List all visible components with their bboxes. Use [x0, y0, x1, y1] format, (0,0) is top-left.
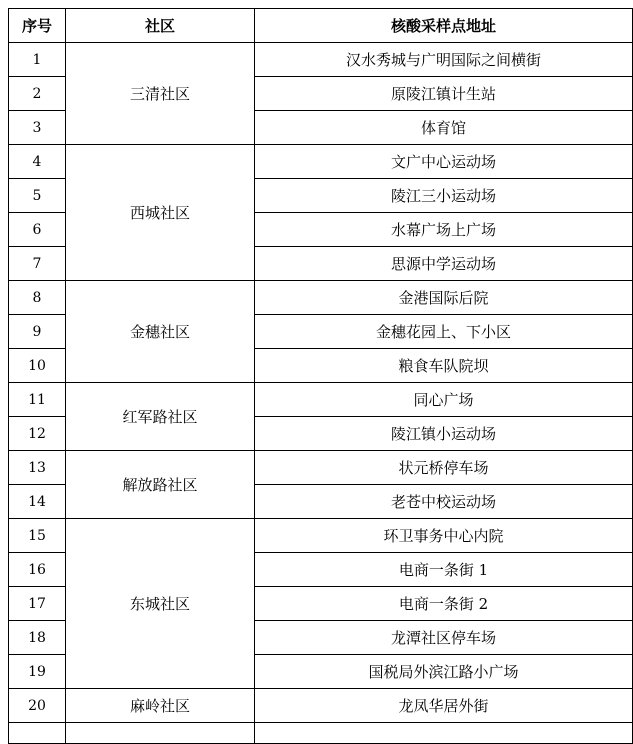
header-address: 核酸采样点地址	[255, 9, 633, 43]
address-cell: 体育馆	[255, 111, 633, 145]
row-index: 7	[9, 247, 66, 281]
row-index: 15	[9, 519, 66, 553]
address-cell: 龙潭社区停车场	[255, 621, 633, 655]
community-cell: 三清社区	[66, 43, 255, 145]
address-cell: 环卫事务中心内院	[255, 519, 633, 553]
address-cell: 状元桥停车场	[255, 451, 633, 485]
community-cell: 麻岭社区	[66, 689, 255, 723]
row-index: 10	[9, 349, 66, 383]
row-index: 11	[9, 383, 66, 417]
community-cell: 红军路社区	[66, 383, 255, 451]
address-cell: 金港国际后院	[255, 281, 633, 315]
header-community: 社区	[66, 9, 255, 43]
row-index: 19	[9, 655, 66, 689]
address-cell: 思源中学运动场	[255, 247, 633, 281]
address-cell: 国税局外滨江路小广场	[255, 655, 633, 689]
community-cell: 金穗社区	[66, 281, 255, 383]
row-index: 4	[9, 145, 66, 179]
sampling-sites-table	[8, 8, 633, 744]
row-index: 13	[9, 451, 66, 485]
sampling-sites-sheet	[8, 8, 633, 744]
address-cell: 电商一条街 2	[255, 587, 633, 621]
empty-cell	[9, 723, 66, 744]
table-row	[9, 43, 633, 77]
table-row	[9, 383, 633, 417]
community-cell: 东城社区	[66, 519, 255, 689]
header-row	[9, 9, 633, 43]
empty-cell	[66, 723, 255, 744]
row-index: 9	[9, 315, 66, 349]
row-index: 8	[9, 281, 66, 315]
community-cell: 西城社区	[66, 145, 255, 281]
address-cell: 文广中心运动场	[255, 145, 633, 179]
header-index: 序号	[9, 9, 66, 43]
address-cell: 水幕广场上广场	[255, 213, 633, 247]
row-index: 3	[9, 111, 66, 145]
table-row	[9, 281, 633, 315]
row-index: 20	[9, 689, 66, 723]
row-index: 2	[9, 77, 66, 111]
address-cell: 龙凤华居外街	[255, 689, 633, 723]
address-cell: 金穗花园上、下小区	[255, 315, 633, 349]
table-row	[9, 451, 633, 485]
table-row	[9, 689, 633, 723]
address-cell: 粮食车队院坝	[255, 349, 633, 383]
address-cell: 同心广场	[255, 383, 633, 417]
address-cell: 陵江三小运动场	[255, 179, 633, 213]
row-index: 5	[9, 179, 66, 213]
row-index: 17	[9, 587, 66, 621]
address-cell: 陵江镇小运动场	[255, 417, 633, 451]
row-index: 1	[9, 43, 66, 77]
row-index: 12	[9, 417, 66, 451]
row-index: 18	[9, 621, 66, 655]
address-cell: 原陵江镇计生站	[255, 77, 633, 111]
address-cell: 汉水秀城与广明国际之间横街	[255, 43, 633, 77]
address-cell: 老苍中校运动场	[255, 485, 633, 519]
table-row	[9, 145, 633, 179]
table-row	[9, 519, 633, 553]
row-index: 6	[9, 213, 66, 247]
address-cell: 电商一条街 1	[255, 553, 633, 587]
row-index: 16	[9, 553, 66, 587]
empty-cell	[255, 723, 633, 744]
table-row-cut-off	[9, 723, 633, 744]
row-index: 14	[9, 485, 66, 519]
community-cell: 解放路社区	[66, 451, 255, 519]
